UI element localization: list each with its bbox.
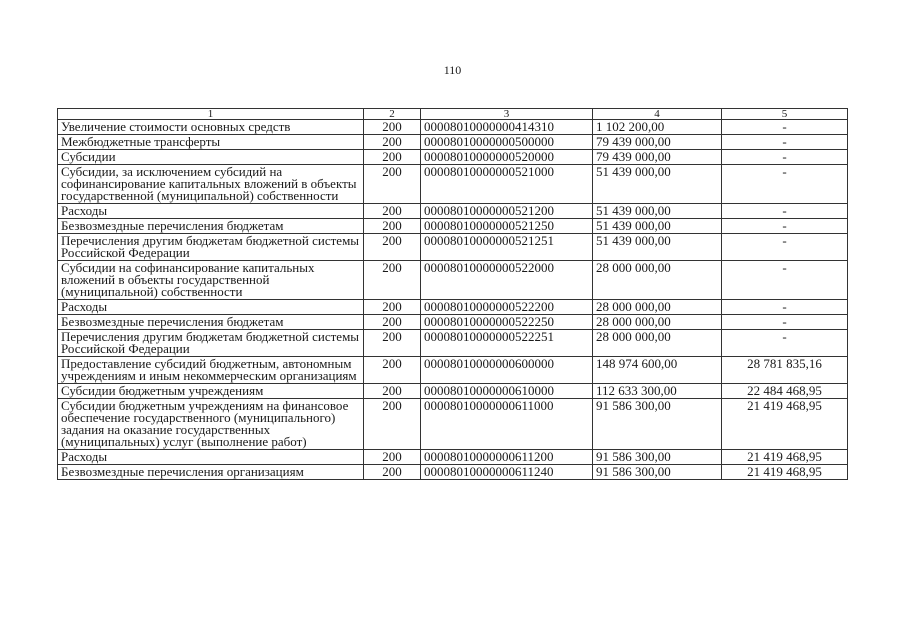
row-code-cell: 200 <box>364 120 421 135</box>
header-col-1: 1 <box>58 109 364 120</box>
row-code-cell: 200 <box>364 465 421 480</box>
table-row <box>58 204 848 219</box>
row-code-cell: 200 <box>364 357 421 384</box>
row-name-cell: Субсидии <box>58 150 364 165</box>
row-name-cell: Увеличение стоимости основных средств <box>58 120 364 135</box>
header-col-5: 5 <box>722 109 848 120</box>
row-exec-cell: 28 781 835,16 <box>722 357 848 384</box>
row-amount-cell: 28 000 000,00 <box>593 330 722 357</box>
row-amount-cell: 91 586 300,00 <box>593 465 722 480</box>
row-exec-cell: 21 419 468,95 <box>722 399 848 450</box>
row-name-cell: Безвозмездные перечисления бюджетам <box>58 315 364 330</box>
row-exec-cell: - <box>722 315 848 330</box>
row-amount-cell: 148 974 600,00 <box>593 357 722 384</box>
row-code-cell: 200 <box>364 399 421 450</box>
row-amount-cell: 51 439 000,00 <box>593 165 722 204</box>
row-kbk-cell: 00008010000000521251 <box>421 234 593 261</box>
row-kbk-cell: 00008010000000500000 <box>421 135 593 150</box>
row-code-cell: 200 <box>364 261 421 300</box>
header-col-4: 4 <box>593 109 722 120</box>
table-row <box>58 330 848 357</box>
row-kbk-cell: 00008010000000611240 <box>421 465 593 480</box>
row-code-cell: 200 <box>364 204 421 219</box>
row-exec-cell: - <box>722 234 848 261</box>
page-number: 110 <box>443 63 462 77</box>
row-amount-cell: 91 586 300,00 <box>593 450 722 465</box>
table-row <box>58 234 848 261</box>
table-row <box>58 219 848 234</box>
table-row <box>58 150 848 165</box>
row-code-cell: 200 <box>364 165 421 204</box>
row-code-cell: 200 <box>364 135 421 150</box>
row-amount-cell: 51 439 000,00 <box>593 234 722 261</box>
row-kbk-cell: 00008010000000522250 <box>421 315 593 330</box>
row-name-cell: Перечисления другим бюджетам бюджетной системы Российской Федерации <box>58 330 364 357</box>
row-code-cell: 200 <box>364 315 421 330</box>
row-exec-cell: - <box>722 120 848 135</box>
row-name-cell: Субсидии, за исключением субсидий на софинансирование капитальных вложений в объекты государственной (муниципальной) собственности <box>58 165 364 204</box>
header-col-2: 2 <box>364 109 421 120</box>
row-name-cell: Субсидии бюджетным учреждениям на финансовое обеспечение государственного (муниципального) задания на оказание государственных (муниципальных) услуг (выполнение работ) <box>58 399 364 450</box>
table-row <box>58 315 848 330</box>
row-name-cell: Субсидии на софинансирование капитальных вложений в объекты государственной (муниципальной) собственности <box>58 261 364 300</box>
row-amount-cell: 51 439 000,00 <box>593 204 722 219</box>
row-kbk-cell: 00008010000000414310 <box>421 120 593 135</box>
row-kbk-cell: 00008010000000521000 <box>421 165 593 204</box>
row-exec-cell: - <box>722 300 848 315</box>
header-row <box>58 109 848 120</box>
row-exec-cell: - <box>722 165 848 204</box>
table-row <box>58 165 848 204</box>
budget-table <box>57 108 848 480</box>
row-amount-cell: 28 000 000,00 <box>593 300 722 315</box>
row-name-cell: Перечисления другим бюджетам бюджетной системы Российской Федерации <box>58 234 364 261</box>
row-name-cell: Расходы <box>58 450 364 465</box>
row-kbk-cell: 00008010000000521250 <box>421 219 593 234</box>
row-amount-cell: 28 000 000,00 <box>593 261 722 300</box>
row-name-cell: Безвозмездные перечисления бюджетам <box>58 219 364 234</box>
row-amount-cell: 51 439 000,00 <box>593 219 722 234</box>
table-row <box>58 384 848 399</box>
row-amount-cell: 79 439 000,00 <box>593 150 722 165</box>
row-kbk-cell: 00008010000000521200 <box>421 204 593 219</box>
row-kbk-cell: 00008010000000600000 <box>421 357 593 384</box>
table-row <box>58 300 848 315</box>
row-amount-cell: 79 439 000,00 <box>593 135 722 150</box>
row-code-cell: 200 <box>364 384 421 399</box>
row-amount-cell: 112 633 300,00 <box>593 384 722 399</box>
row-exec-cell: - <box>722 150 848 165</box>
row-kbk-cell: 00008010000000522000 <box>421 261 593 300</box>
row-code-cell: 200 <box>364 450 421 465</box>
row-exec-cell: - <box>722 330 848 357</box>
row-code-cell: 200 <box>364 150 421 165</box>
row-code-cell: 200 <box>364 234 421 261</box>
row-code-cell: 200 <box>364 330 421 357</box>
row-amount-cell: 1 102 200,00 <box>593 120 722 135</box>
table-row <box>58 120 848 135</box>
row-exec-cell: 21 419 468,95 <box>722 450 848 465</box>
row-kbk-cell: 00008010000000611000 <box>421 399 593 450</box>
table-row <box>58 465 848 480</box>
table-row <box>58 357 848 384</box>
row-name-cell: Безвозмездные перечисления организациям <box>58 465 364 480</box>
table-row <box>58 399 848 450</box>
row-exec-cell: - <box>722 204 848 219</box>
row-exec-cell: - <box>722 261 848 300</box>
row-exec-cell: - <box>722 219 848 234</box>
row-kbk-cell: 00008010000000610000 <box>421 384 593 399</box>
row-kbk-cell: 00008010000000522251 <box>421 330 593 357</box>
row-code-cell: 200 <box>364 300 421 315</box>
row-name-cell: Предоставление субсидий бюджетным, автономным учреждениям и иным некоммерческим организациям <box>58 357 364 384</box>
row-exec-cell: 21 419 468,95 <box>722 465 848 480</box>
row-code-cell: 200 <box>364 219 421 234</box>
table-row <box>58 135 848 150</box>
row-name-cell: Межбюджетные трансферты <box>58 135 364 150</box>
row-name-cell: Расходы <box>58 204 364 219</box>
row-kbk-cell: 00008010000000520000 <box>421 150 593 165</box>
row-amount-cell: 91 586 300,00 <box>593 399 722 450</box>
row-name-cell: Расходы <box>58 300 364 315</box>
row-kbk-cell: 00008010000000522200 <box>421 300 593 315</box>
header-col-3: 3 <box>421 109 593 120</box>
row-exec-cell: 22 484 468,95 <box>722 384 848 399</box>
table-row <box>58 450 848 465</box>
table-row <box>58 261 848 300</box>
row-exec-cell: - <box>722 135 848 150</box>
row-amount-cell: 28 000 000,00 <box>593 315 722 330</box>
row-name-cell: Субсидии бюджетным учреждениям <box>58 384 364 399</box>
row-kbk-cell: 00008010000000611200 <box>421 450 593 465</box>
